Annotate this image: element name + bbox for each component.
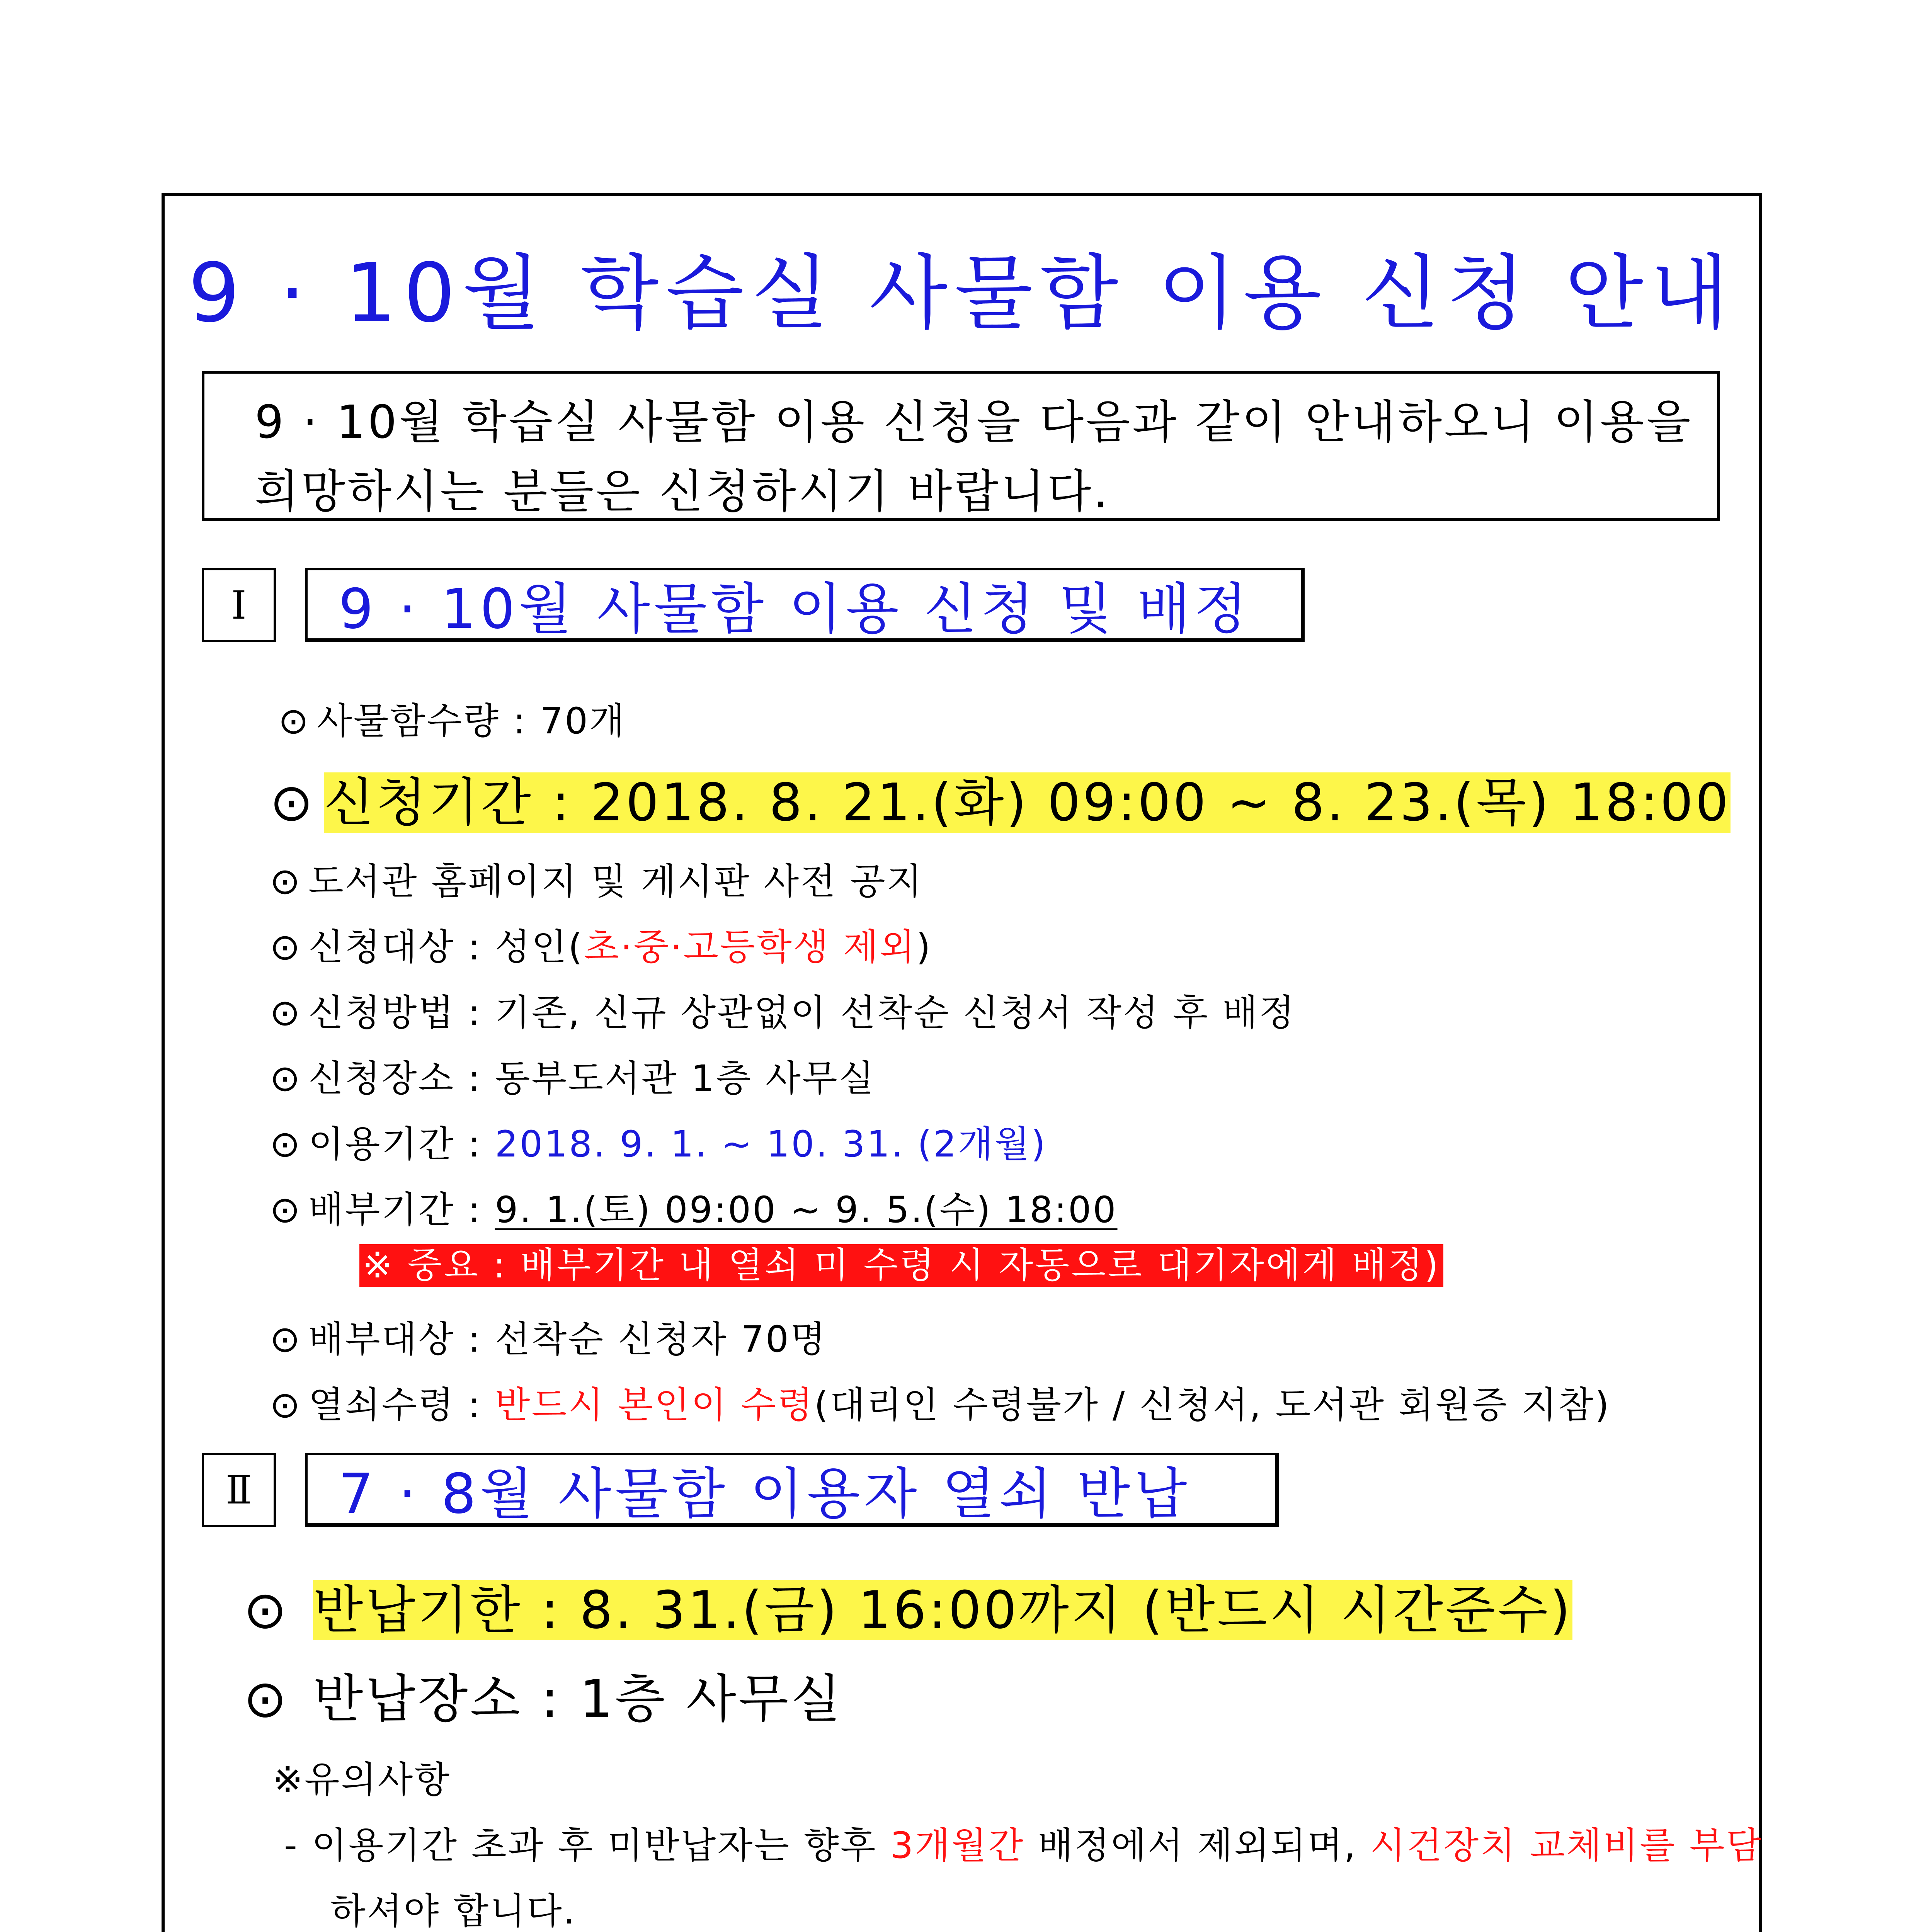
item-method: ⊙ 신청방법 : 기존, 신규 상관없이 선착순 신청서 작성 후 배정 [270,992,1296,1034]
intro-line-2: 희망하시는 분들은 신청하시기 바랍니다. [255,465,1110,518]
item-locker-quantity: ⊙ 사물함수량 : 70개 [278,700,626,742]
item-application-period [270,761,1731,835]
item-use-period: ⊙ 이용기간 : 2018. 9. 1. ~ 10. 31. (2개월) [270,1123,1047,1165]
item-return-place: ⊙ 반납장소 : 1층 사무실 [243,1669,843,1729]
item-distribution-period: ⊙ 배부기간 : 9. 1.(토) 09:00 ~ 9. 5.(수) 18:00 [270,1189,1118,1231]
intro-box [202,371,1720,521]
return-deadline-text: 반납기한 : 8. 31.(금) 16:00까지 (반드시 시간준수) [313,1580,1573,1640]
bullet-icon: ⊙ [243,1669,289,1729]
bullet-icon: ⊙ [270,1123,302,1165]
note-1: - 이용기간 초과 후 미반납자는 향후 3개월간 배정에서 제외되며, 시건장치 교체비를 부담 [284,1825,1763,1867]
item-key-pickup: ⊙ 열쇠수령 : 반드시 본인이 수령(대리인 수령불가 / 신청서, 도서관 회원증 지참) [270,1384,1611,1426]
item-distribution-target: ⊙ 배부대상 : 선착순 신청자 70명 [270,1318,827,1361]
bullet-icon: ⊙ [278,700,310,742]
bullet-icon: ⊙ [270,861,302,903]
page-title: 9 · 10월 학습실 사물함 이용 신청 안내 [188,246,1736,340]
warning-banner: ※ 중요 : 배부기간 내 열쇠 미 수령 시 자동으로 대기자에게 배정) [359,1244,1443,1287]
bullet-icon: ⊙ [270,1384,302,1426]
section-2-heading: 7 · 8월 사물함 이용자 열쇠 반납 [305,1453,1279,1527]
section-1-number: Ⅰ [202,568,276,642]
item-return-deadline [243,1569,1572,1643]
bullet-icon: ⊙ [270,1318,302,1361]
item-target: ⊙ 신청대상 : 성인(초·중·고등학생 제외) [270,926,932,968]
note-1-cont: 하셔야 합니다. [330,1890,577,1932]
bullet-icon: ⊙ [270,992,302,1034]
section-2-number: Ⅱ [202,1453,276,1527]
bullet-icon: ⊙ [270,1058,302,1100]
item-notice: ⊙ 도서관 홈페이지 및 게시판 사전 공지 [270,861,924,903]
section-1-heading: 9 · 10월 사물함 이용 신청 및 배정 [305,568,1305,642]
bullet-icon: ⊙ [270,1189,302,1231]
bullet-icon: ⊙ [243,1580,289,1640]
bullet-icon: ⊙ [270,772,316,833]
intro-line-1: 9 · 10월 학습실 사물함 이용 신청을 다음과 같이 안내하오니 이용을 [255,395,1693,449]
bullet-icon: ⊙ [270,926,302,968]
application-period-text: 신청기간 : 2018. 8. 21.(화) 09:00 ~ 8. 23.(목) 18:00 [324,772,1731,833]
item-place: ⊙ 신청장소 : 동부도서관 1층 사무실 [270,1058,876,1100]
notes-heading: ※유의사항 [272,1759,451,1801]
